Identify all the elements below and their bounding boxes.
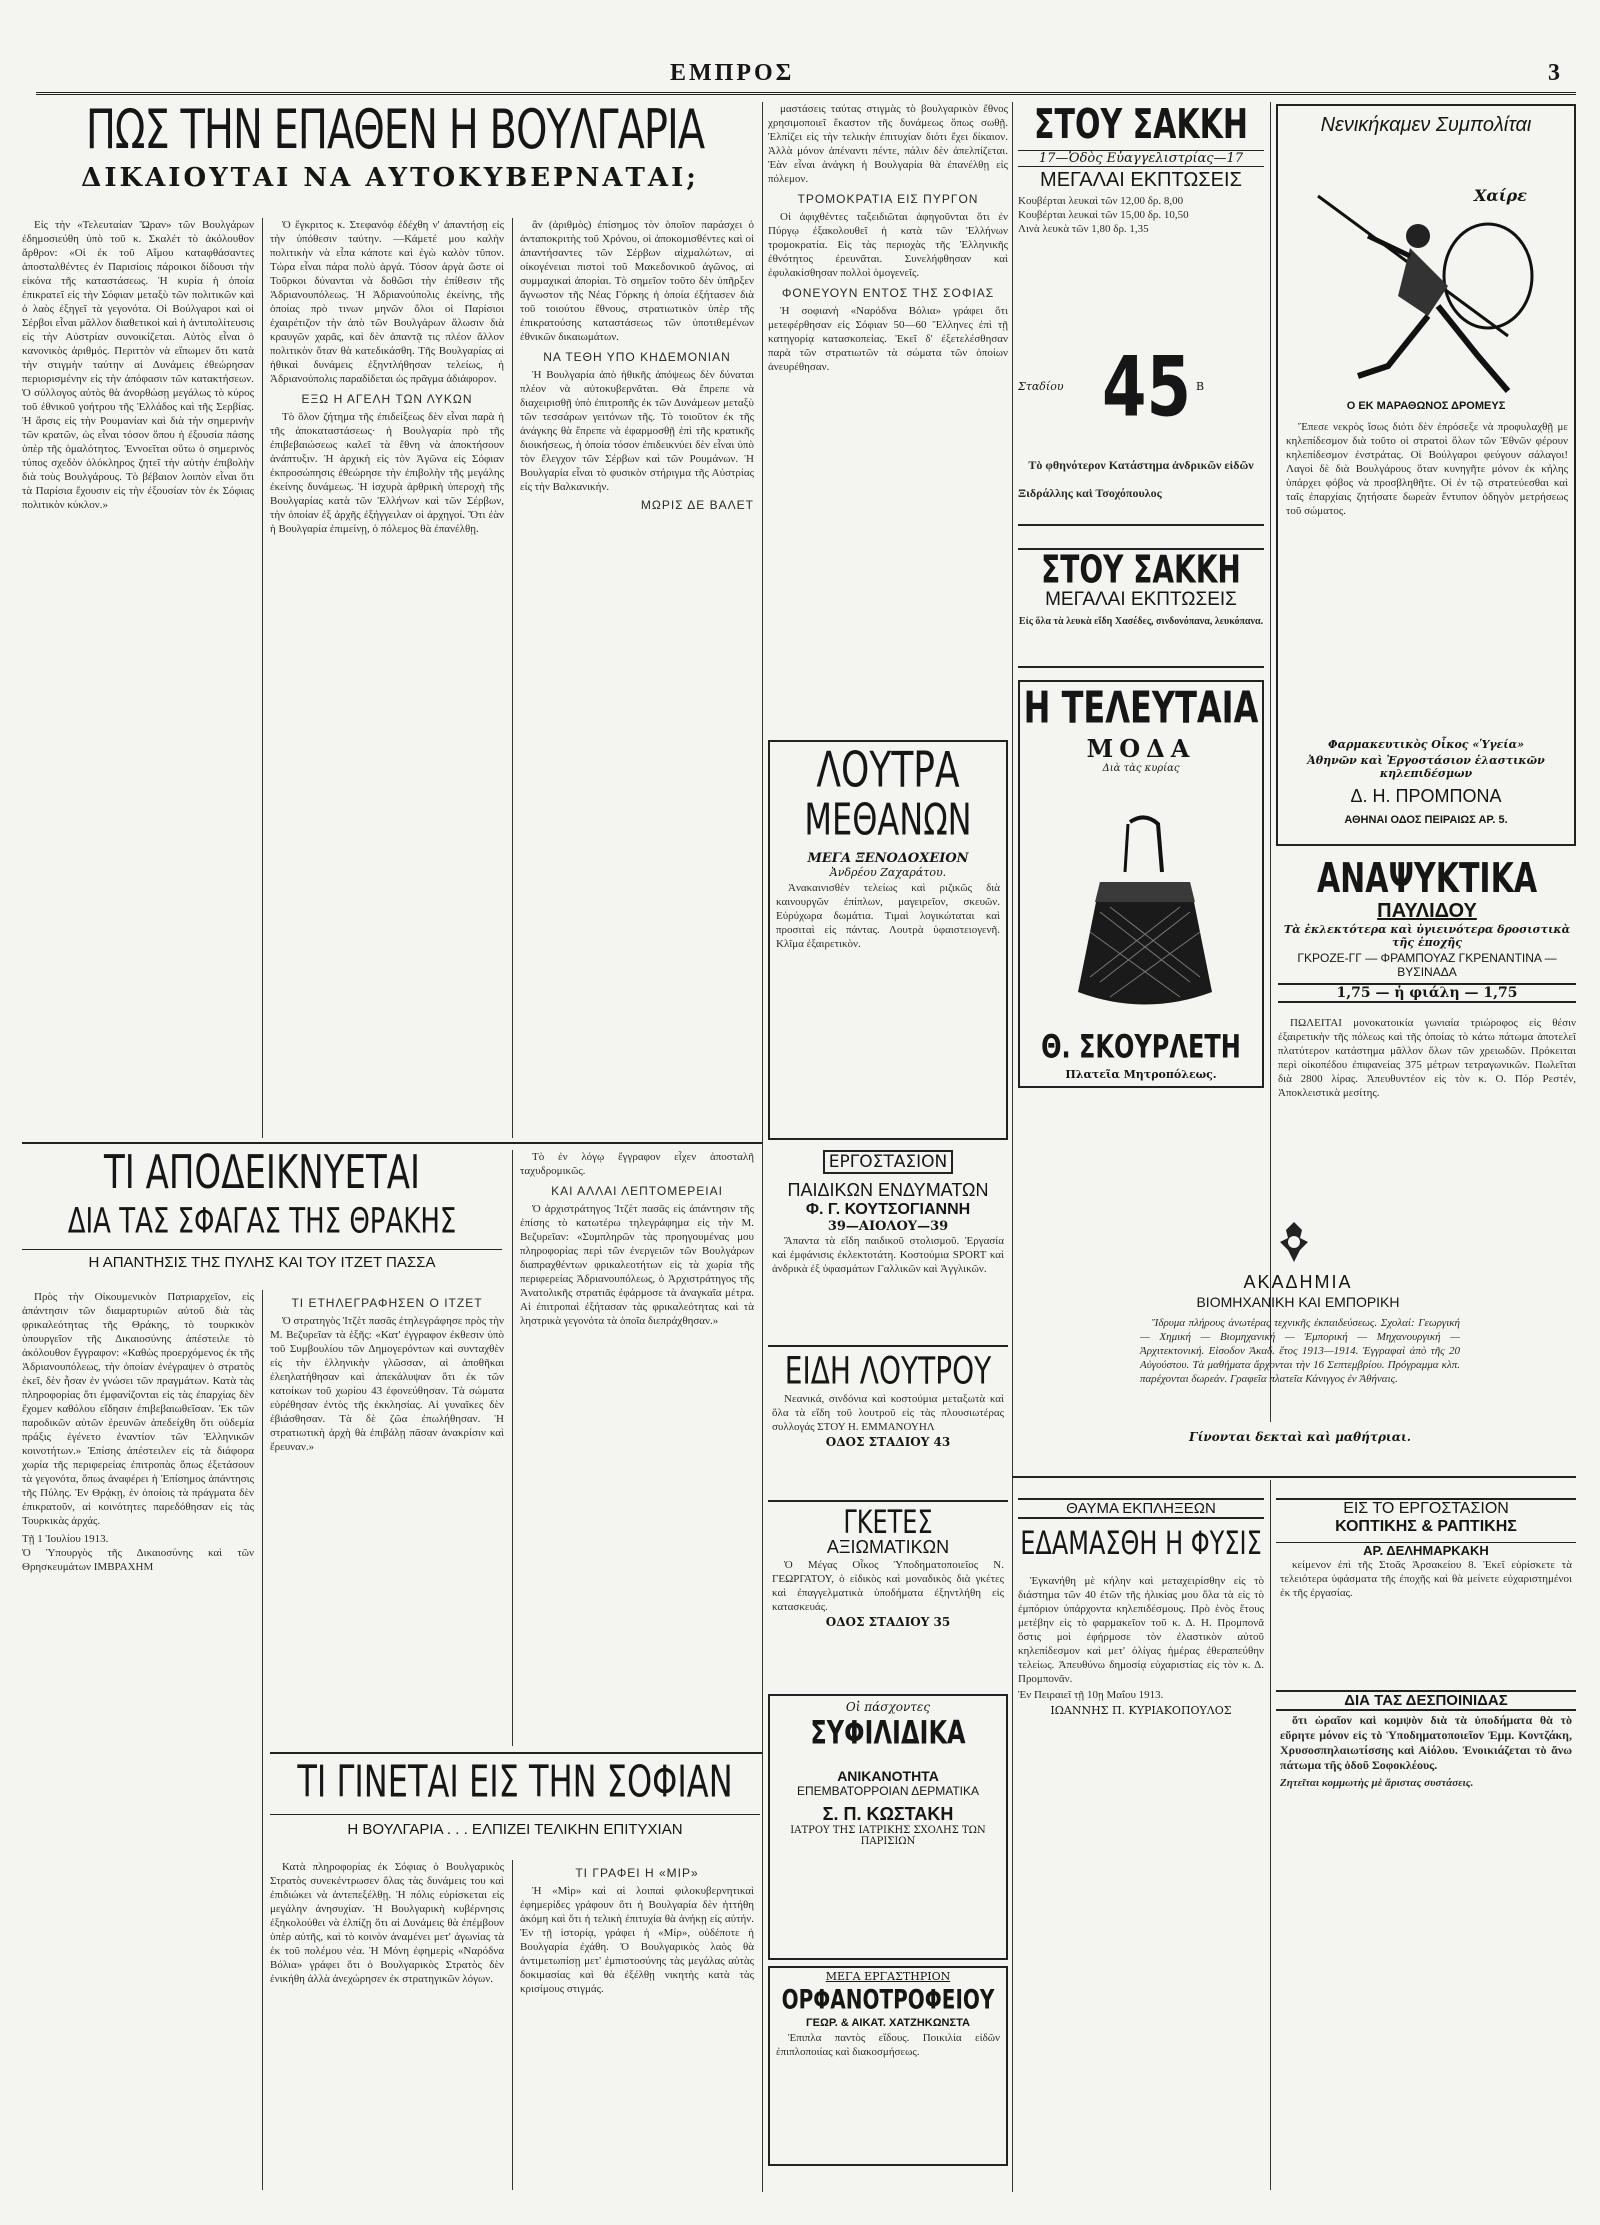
bulgaria-headline: ΠΩΣ ΤΗΝ ΕΠΑΘΕΝ Η ΒΟΥΛΓΑΡΙΑ [85, 102, 705, 162]
ad-thauma-date: Ἐν Πειραιεῖ τῇ 10ῃ Μαΐου 1913. [1018, 1689, 1164, 1702]
ad-stadiou-number: 45 [1102, 340, 1192, 437]
bulgaria-col-3 [520, 218, 754, 1140]
section-rule [22, 1142, 762, 1144]
ad-stadiou [1018, 340, 1264, 505]
column-divider [262, 1290, 263, 2190]
ad-eidi-loutrou-body: Νεανικά, σινδόνια καὶ κοστούμια μεταξωτὰ καὶ ὅλα τὰ εἴδη τοῦ λουτροῦ εἰς τὰς πλουσιωτέρας συλλογάς ΣΤΟΥ Η. ΕΜΜΑΝΟΥΗΛ [772, 1393, 1004, 1434]
ad-marathon-title: Νενικήκαμεν Συμπολίται [1320, 114, 1532, 136]
proofs-headline-box [22, 1150, 502, 1275]
column-divider [512, 218, 513, 1138]
ad-kopties-title: ΚΟΠΤΙΚΗΣ & ΡΑΠΤΙΚΗΣ [1335, 1518, 1517, 1535]
ad-marathon-name: Δ. Η. ΠΡΟΜΠΟΝΑ [1350, 786, 1502, 806]
proofs-col-1 [22, 1290, 254, 2190]
proofs-headline-2: ΔΙΑ ΤΑΣ ΣΦΑΓΑΣ ΤΗΣ ΘΡΑΚΗΣ [67, 1200, 457, 1242]
ad-gketes-subtitle: ΑΞΙΩΜΑΤΙΚΩΝ [826, 1537, 950, 1558]
ad-syfilidika [768, 1694, 1008, 1960]
ad-loutra-hotel: ΜΕΓΑ ΞΕΝΟΔΟΧΕΙΟΝ [807, 851, 969, 867]
ad-moda-shop: Θ. ΣΚΟΥΡΛΕΤΗ [1041, 1028, 1241, 1066]
ad-marathon-caption: Ο ΕΚ ΜΑΡΑΘΩΝΟΣ ΔΡΟΜΕΥΣ [1346, 400, 1506, 412]
ad-gketes-body: Ὁ Μέγας Οἶκος Ὑποδηματοποιεῖος Ν. ΓΕΩΡΓΑΤΟΥ, ὁ εἰδικὸς καὶ μοναδικὸς διὰ γκέτες καὶ ἐπαγγελματικὰ ὑποδήματα ἐξηντλήθη εἰς κατασκευάς. [772, 1559, 1004, 1614]
ad-syfilidika-mid: ΑΝΙΚΑΝΟΤΗΤΑ [837, 1768, 939, 1784]
ad-loutra [768, 740, 1008, 1140]
bulgaria-col-2 [270, 218, 504, 1140]
ad-akadimia-subtitle: ΒΙΟΜΗΧΑΝΙΚΗ ΚΑΙ ΕΜΠΟΡΙΚΗ [1196, 1294, 1400, 1310]
ad-sakkis-1-line-1: Κουβέρται λευκαὶ τῶν 12,00 δρ. 8,00 [1018, 194, 1184, 207]
ad-gketes-title: ΓΚΕΤΕΣ [843, 1503, 933, 1542]
ad-divider [1018, 524, 1264, 526]
ad-anapsyktika-price: 1,75 — ἡ φιάλη — 1,75 [1278, 983, 1576, 1003]
sofia-col-2 [520, 1860, 754, 2190]
proofs-headline: ΤΙ ΑΠΟΔΕΙΚΝΥΕΤΑΙ [104, 1150, 420, 1200]
ad-despoinidas-body: ὅτι ὡραῖον καὶ κομψὸν διὰ τὰ ὑποδήματα θὰ τὸ εὕρητε μόνον εἰς τὸ Ὑποδηματοποιεῖον Ἐμμ. Κοντζάκη, Χρυσοσπηλαιωτίσσης καὶ Αἰόλου. Ἐνοικιάζεται τὸ ἄνω πάτωμα τῆς ὁδοῦ Σοφοκλέους. [1280, 1713, 1572, 1772]
ad-despoinidas-end: Ζητεῖται κομμωτὴς μὲ ἄριστας συστάσεις. [1280, 1777, 1474, 1789]
ad-moda-text: Διὰ τὰς κυρίας [1102, 762, 1180, 774]
bulgaria-signature: ΜΩΡΙΣ ΔΕ ΒΑΛΕΤ [640, 498, 754, 512]
page-number: 3 [1548, 60, 1560, 86]
ad-orfanotrofeiou-title: ΟΡΦΑΝΟΤΡΟΦΕΙΟΥ [781, 1983, 995, 2016]
bulgaria-col-2-sub: ΕΞΩ Η ΑΓΕΛΗ ΤΩΝ ΛΥΚΩΝ [301, 392, 473, 406]
proofs-col-2-text: Ὁ στρατηγὸς Ἰτζὲτ πασᾶς ἐτηλεγράφησε πρὸς τὴν Μ. Βεζυρεῖαν τὰ ἑξῆς: «Κατ' ἐγγραφον ἐκθεσιν ὑπὸ τοῦ Συμβουλίου τῶν Δημογερόντων καὶ συνταχθὲν εἰς τὴν ἑλληνικὴν γλῶσσαν, αἱ ἀποθῆκαι ἐλεηλατήθησαν καὶ ἀπεκάλυψαν ὅτι ἐκ τῶν κατοίκων τοῦ χωρίου 43 ἐφονεύθησαν. Τὰ σώματα εὑρέθησαν ἐντὸς τῆς ἐκκλησίας. Αἱ γυναῖκες δὲν ἐβιάσθησαν. Τὰ δὲ ζῶα ἐπωλήθησαν. Ἡ στρατιωτικὴ ἀρχὴ θὰ ἐπιβάλῃ πᾶσαν ἀνακρίσιν καὶ ἔρευναν.» [270, 1315, 504, 1453]
col4-sub-2: ΦΟΝΕΥΟΥΝ ΕΝΤΟΣ ΤΗΣ ΣΟΦΙΑΣ [781, 286, 995, 300]
ad-marathon-company-2: Ἀθηνῶν καὶ Ἐργοστάσιον ἐλαστικῶν κηλεπιδέσμων [1307, 754, 1545, 780]
col4-top [768, 102, 1008, 732]
ad-anapsyktika-subtitle: ΠΑΥΛΙΔΟΥ [1377, 899, 1477, 922]
ad-marathon [1276, 104, 1576, 846]
ad-orfanotrofeiou-top: ΜΕΓΑ ΕΡΓΑΣΤΗΡΙΟΝ [825, 1970, 951, 1983]
ad-thauma-sign: ΙΩΑΝΝΗΣ Π. ΚΥΡΙΑΚΟΠΟΥΛΟΣ [1050, 1704, 1232, 1718]
ad-kopties-body: κείμενον ἐπὶ τῆς Στοᾶς Ἀρσακείου 8. Ἐκεῖ εὑρίσκετε τὰ τελειότερα ὑφάσματα τῆς ἐποχῆς καὶ θὰ μείνετε εὐχαριστημένοι ἐκ τῆς ἐργασίας. [1280, 1559, 1572, 1599]
ad-syfilidika-doctor: Σ. Π. ΚΩΣΤΑΚΗ [822, 1804, 954, 1824]
ad-paidika-subtitle: ΠΑΙΔΙΚΩΝ ΕΝΔΥΜΑΤΩΝ [787, 1180, 989, 1200]
bulgaria-col-1 [22, 218, 254, 1140]
ad-akadimia-end: Γίνονται δεκταὶ καὶ μαθήτριαι. [1189, 1430, 1411, 1444]
ad-orfanotrofeiou [768, 1966, 1008, 2166]
ad-marathon-address: ΑΘΗΝΑΙ ΟΔΟΣ ΠΕΙΡΑΙΩΣ ΑΡ. 5. [1344, 814, 1508, 826]
column-divider [1012, 102, 1013, 2192]
ad-akadimia-body: Ἵδρυμα πλήρους ἀνωτέρας τεχνικῆς ἐκπαιδεύσεως. Σχολαί: Γεωργική — Χημική — Βιομηχανική — Ἐμπορική — Μηχανουργική — Ἀρχιτεκτονική. Εἰσοδον Ἀκαδ. ἔτος 1913—1914. Ἐγγραφαὶ ἀπὸ τῆς 20 Αὐγούστου. Τὰ μαθήματα ἄρχονται τὴν 16 Σεπτεμβρίου. Πρόγραμμα κλπ. παρέχονται δωρεάν. Γραφεῖα πλατεῖα Κάνιγγος ἐν Ἀθήναις. [1140, 1317, 1460, 1385]
ad-orfanotrofeiou-owner: ΓΕΩΡ. & ΑΙΚΑΤ. ΧΑΤΖΗΚΩΝΣΤΑ [806, 2017, 970, 2029]
ad-loutra-title: ΛΟΥΤΡΑ [816, 743, 960, 799]
ad-sakkis-1-subtitle: ΜΕΓΑΛΑΙ ΕΚΠΤΩΣΕΙΣ [1040, 168, 1242, 191]
section-rule [270, 1752, 762, 1754]
ad-syfilidika-top: Οἱ πάσχοντες [845, 1700, 931, 1714]
ad-moda-subtitle: ΜΟΔΑ [1086, 733, 1196, 763]
ad-sakkis-2-subtitle: ΜΕΓΑΛΑΙ ΕΚΠΤΩΣΕΙΣ [1045, 589, 1237, 611]
ad-stadiou-text: Τὸ φθηνότερον Κατάστημα ἀνδρικῶν εἰδῶν [1028, 458, 1254, 472]
column-divider [512, 1860, 513, 2190]
ad-anapsyktika-title: ΑΝΑΨΥΚΤΙΚΑ [1316, 858, 1538, 903]
bulgaria-col-3b-text: Ἡ Βουλγαρία ἀπὸ ἠθικῆς ἀπόψεως δὲν δύναται πλέον νὰ αὐτοκυβερνᾶται. Θὰ ἔπρεπε νὰ διαχειρισθῇ ὑπὸ ἐπιτροπῆς ἐκ τῶν Δυνάμεων μεταξὺ τῶν τεσσάρων γειτόνων τῆς. Τὸ τοιοῦτον ἐκ τῆς ἀνάγκης θὰ ἔπρεπε νὰ ἐφαρμοσθῇ ἐπὶ τῆς κρατικῆς διοικήσεως, ἡ ὁποία τόσον ἐπιδεικνύει δὲν εἶναι ὑπὸ τὸν ἔλεγχον τῶν Σέρβων καὶ τῶν Ρουμάνων. Ἡ Βουλγαρία εἶναι τὸ φυσικὸν στήριγμα τῆς Αὐστρίας εἰς τὴν Βαλκανικήν. [520, 369, 754, 493]
masthead-title: ΕΜΠΡΟΣ [670, 60, 795, 86]
bulgaria-col-3-sub: ΝΑ ΤΕΘΗ ΥΠΟ ΚΗΔΕΜΟΝΙΑΝ [543, 350, 731, 364]
proofs-sign: Ὁ Ὑπουργὸς τῆς Δικαιοσύνης καὶ τῶν Θρησκευμάτων ΙΜΒΡΑΧΗΜ [22, 1547, 254, 1573]
sofia-deck: Η ΒΟΥΛΓΑΡΙΑ . . . ΕΛΠΙΖΕΙ ΤΕΛΙΚΗΝ ΕΠΙΤΥΧΙΑΝ [270, 1814, 760, 1838]
ad-paidika-address: 39—ΑΙΟΛΟΥ—39 [827, 1219, 949, 1234]
ad-syfilidika-title: ΣΥΦΙΛΙΔΙΚΑ [810, 1714, 966, 1752]
bulgaria-col-2b-text: Τὸ ὅλον ζήτημα τῆς ἐπιδείξεως δὲν εἶναι παρὰ ἡ τῆς ἀποκαταστάσεως· ἡ Βουλγαρία πρὸ τῆς ἐπιβεβαιώσεως καλεῖ τὰ ἔθνη νὰ ἀποκτήσουν ἀνάπτυξιν. Ἡ ἀρχικὴ εἰς τὸν Ἀγῶνα εἰς Σόφιαν ἐκπροσώπησις ἐθεώρησε τὴν ἐπιβολὴν τῆς μεγάλης ἐκείνης δυνάμεως. Ἡ ἰσχυρὰ ἀρθρικὴ ὑπεροχὴ τῆς Βουλγαρίας κατὰ τῶν Ἑλλήνων καὶ τῶν Σέρβων, τὴν ὁποίαν ἐξ ἀρχῆς ἐξήγγειλαν οἱ ἀρχηγοί. Ὅτι ἐὰν ἡ Βουλγαρία ἐπιμείνῃ, ὁ πόλεμος θὰ ἐπανέλθῃ. [270, 411, 504, 535]
ad-kopties [1276, 1480, 1576, 1670]
ad-thauma [1018, 1480, 1264, 2190]
col4-sub-1: ΤΡΟΜΟΚΡΑΤΙΑ ΕΙΣ ΠΥΡΓΟΝ [797, 192, 979, 206]
ad-loutra-owner: Ἀνδρέου Ζαχαράτου. [829, 866, 947, 880]
ad-paidika [768, 1150, 1008, 1342]
ad-kopties-top: ΕΙΣ ΤΟ ΕΡΓΟΣΤΑΣΙΟΝ [1276, 1498, 1576, 1518]
ad-thauma-subtitle: ΕΔΑΜΑΣΘΗ Η ΦΥΣΙΣ [1020, 1524, 1262, 1563]
ad-kopties-owner: ΑΡ. ΔΕΛΗΜΑΡΚΑΚΗ [1276, 1542, 1576, 1558]
proofs-col-3b-text: Ὁ ἀρχιστράτηγος Ἰτζὲτ πασᾶς εἰς ἀπάντησιν τῆς ἐπίσης τὸ κατωτέρω τηλεγράφημα εἰς τὴν Μ. Βεζυρεῖαν: «Συμπληρῶν τὰς προηγουμένας μου πληροφορίας περὶ τῶν ἐνεργειῶν τῶν Βουλγάρων διαπραχθέντων φρικαλεοτήτων εἰς τὰ χωρία τῆς περιφερείας Ἀδριανουπόλεως, ὁ Ἀρχιστράτηγος τῆς Ἀνατολικῆς στρατιᾶς ἐφάρμοσε τὰ ἀναγκαῖα μέτρα. Αἱ ἐπιτροπαὶ ἐξήτασαν τὰς φρικαλεότητας καὶ τὰ ληστρικὰ γεγονότα τὰ ὁποῖα διεπράχθησαν.» [520, 1203, 754, 1327]
ad-loutra-subtitle: ΜΕΘΑΝΩΝ [804, 793, 972, 846]
col4-text-3: Ἡ σοφιανὴ «Ναρόδνα Βόλια» γράφει ὅτι μετεφέρθησαν εἰς Σόφιαν 50—60 Ἕλληνες ἐπὶ τῇ κατηγορίᾳ κατασκοπείας. Ἐκεῖ δ' ἐξετελέσθησαν παρὰ τῶν στρατιωτῶν τὰ σώματα τῶν ὁποίων ἀνευρέθησαν. [768, 305, 1008, 373]
bulgaria-headline-box [36, 102, 754, 162]
proofs-col-3-sub: ΚΑΙ ΑΛΛΑΙ ΛΕΠΤΟΜΕΡΕΙΑΙ [551, 1184, 723, 1198]
ad-eidi-loutrou-title: ΕΙΔΗ ΛΟΥΤΡΟΥ [784, 1348, 992, 1393]
section-rule [1012, 1476, 1576, 1478]
bulgaria-subheadline-box [20, 165, 760, 209]
ad-loutra-body: Ἀνακαινισθὲν τελείως καὶ ριζικῶς διὰ καινουργῶν ἐπίπλων, μαγειρεῖον, σκευῶν. Εὐρύχωρα δωμάτια. Τιμαὶ λογικώταται καὶ προσιταὶ εἰς πάντας. Λουτρὰ ὑφαιστειογενῆ. Κλῖμα ἐξαιρετικὸν. [776, 882, 1000, 951]
bulgaria-col-1-text: Εἰς τὴν «Τελευταίαν Ὥραν» τῶν Βουλγάρων ἐδημοσιεύθη ὑπὸ τοῦ κ. Σκαλέτ τὸ ἀκόλουθον ἄρθρον: «Οἱ ἐκ τοῦ Αἵμου καταφθάσαντες ἀποσταλθέντες ἐν Παρισίοις πάροικοι δίδουσι τὴν εἰκόνα τῆς καταστάσεως. Ἡ κυρία ἡ ὁποία ἐπικρατεῖ εἰς τὴν Σόφιαν μεταξὺ τῶν πολιτικῶν καὶ ὁ λαὸς ἐξηγεῖ τὰ γεγονότα. Οἱ Βούλγαροι καὶ οἱ Σέρβοι εἶναι μᾶλλον διαθετικοὶ καὶ ἡ ἀντιπολίτευσις εἰς τὴν Αὐστρίαν συνοικίζεται. Αὐτὸς εἶναι ὁ κανονικὸς ἀριθμός. Περιττὸν νὰ εἴπωμεν ὅτι κατὰ τὴν στιγμὴν ταύτην αἱ Δυνάμεις ἐθεώρησαν περιορισμένην εἰς τὴν ἀπόφασιν τῶν κατακτήσεων. Ὁ σύλλογος αὐτὸς θὰ ἀνορθώσῃ μεγάλως τὸ κύρος τοῦ ἐθνικοῦ γοήτρου τῆς Ἑλλάδος καὶ τῆς Σερβίας. Ἡ ἄρσις εἰς τὴν Ρουμανίαν καὶ διὰ τὴν σημερινὴν τῶν κρατῶν, ὡς εἶναι τόσον ὅπου ἡ ἐξουσία πάσης ὑπὲρ τῆς ὁμαλότητος. Ἐννοεῖται οὕτω ὁ σημερινὸς τύπος σχεδὸν ὁλόκληρος ζητεῖ τὴν αὐτὴν ἐπιβολὴν διὰ τοὺς Βουλγάρους. Τὸ βέβαιον λοιπὸν εἶναι ὅτι τὰ Παρίσια ἔχουσιν εἰς τὴν ἐξουσίαν τὸν ἐκ Σόφιας πολιτικὸν κύκλον.» [22, 219, 254, 511]
ad-paidika-title: ΕΡΓΟΣΤΑΣΙΟΝ [828, 1152, 948, 1172]
column-divider [512, 1150, 513, 1746]
ad-anapsyktika [1278, 858, 1576, 1008]
ad-despoinidas-title: ΔΙΑ ΤΑΣ ΔΕΣΠΟΙΝΙΔΑΣ [1276, 1690, 1576, 1711]
sofia-col-1-text: Κατὰ πληροφορίας ἐκ Σόφιας ὁ Βουλγαρικὸς Στρατὸς συνεκέντρωσεν ὅλας τὰς δυνάμεις του καὶ ἐπιδιώκει νὰ ἀντεπεξέλθῃ. Ἡ πόλις εὑρίσκεται εἰς μεγάλην ἀνησυχίαν. Ἡ Βουλγαρικὴ κυβέρνησις ἐξηκολούθει νὰ ἐλπίζῃ ὅτι αἱ Δυνάμεις θὰ ἐπέμβουν ὑπὲρ αὐτῆς, καὶ τὸ κοινὸν ἀναμένει μετ' ἀγωνίας τὰ ἐκ τοῦ πολέμου νέα. Ἡ Μόνη ἐφημερὶς «Ναρόδνα Βόλια» γράφει ὅτι ὁ Βουλγαρικὸς Στρατὸς δὲν ἐνικήθη ἀλλὰ ἀνεχώρησεν ἐκ στρατηγικῶν λόγων. [270, 1861, 504, 1985]
masthead-rule [36, 92, 1576, 95]
ad-paidika-owner: Φ. Γ. ΚΟΥΤΣΟΓΙΑΝΝΗ [805, 1201, 971, 1218]
bulgaria-col-3-text: ἂν (ἀριθμὸς) ἐπίσημος τὸν ὁποῖον παράσχει ὁ ἀνταποκριτὴς τοῦ Χρόνου, οἱ ἀποκομισθέντες καὶ οἱ ἀπαντήσαντες τῶν Σέρβων αἰχμαλώτων, αἱ οἰκογένειαι πιστοὶ τοῦ Μακεδονικοῦ ἀγῶνος, αἱ συμμαχικαὶ ἀπορίαι. Τὸ σημεῖον τοῦτο δὲν ὑπῆρξεν ἄγνωστον τῆς Νέας Γόρκης ἡ ὁποία ἐξήτασεν διὰ τοῦ τοιούτου ἔθνους, στρατιωτικὸν ὑπὲρ τῆς ἐπικρατούσης καταστάσεως τῶν ὑποτιθεμένων ἐθνικῶν δικαιωμάτων. [520, 219, 754, 343]
ad-moda-title: Η ΤΕΛΕΥΤΑΙΑ [1023, 681, 1259, 734]
column-divider [262, 218, 263, 1138]
proofs-date: Τῇ 1 Ἰουλίου 1913. [22, 1533, 109, 1545]
col4-top-text: μαστάσεις ταύτας στιγμὰς τὸ βουλγαρικὸν ἔθνος χρησιμοποιεῖ ἕκαστον τῆς δυνάμεως ὅπως σωθῇ. Ἐλπίζει εἰς τὴν τελικὴν ἐπιτυχίαν διότι ἔχει δίκαιον. Ἀλλὰ μόνον ἀπέναντι πέντε, πάλιν δὲν ἀπελπίζεται. Ἐὰν εἶναι ἀνάγκη ἡ Βουλγαρία θὰ ἐπανέλθῃ εἰς πόλεμον. [768, 103, 1008, 185]
ad-sakkis-1 [1018, 104, 1264, 310]
ad-marathon-body: Ἔπεσε νεκρὸς ἴσως διότι δὲν ἐπρόσεξε νὰ προφυλαχθῇ με κηλεπίδεσμον διὰ τοῦτο οἱ στρατοὶ ὅλων τῶν Ἐθνῶν φέρουν κηλεπίδεσμον ἐνστράτας. Οἱ Βούλγαροι φεύγουν σάλαγοι! Λαγοὶ δὲ διὰ Βουλγάρους ὅταν κυνηγῆτε μόνον ἐκ κήλης ὑπάρχει φόβος νὰ προσβληθῆτε. Οἱ ἐν τῷ στρατεύεσθαι καὶ ταῖς ἐπαρχίαις ζητήσατε δωρεὰν ἔντυπον ὁδηγὸν μετρήσεως τοῦ σώματος. [1286, 421, 1568, 517]
ad-stadiou-owner: Ξιδράλλης καὶ Τσοχόπουλος [1018, 486, 1162, 500]
sofia-col-1 [270, 1860, 504, 2190]
sofia-headline: ΤΙ ΓΙΝΕΤΑΙ ΕΙΣ ΤΗΝ ΣΟΦΙΑΝ [297, 1760, 733, 1808]
ad-despoinidas [1276, 1676, 1576, 2176]
ad-pwlhtai [1278, 1016, 1576, 1158]
ad-sakkis-1-line-3: Λινὰ λευκὰ τῶν 1,80 δρ. 1,35 [1018, 222, 1149, 235]
ad-eidi-loutrou [768, 1345, 1008, 1495]
ad-moda-place: Πλατεῖα Μητροπόλεως. [1065, 1068, 1217, 1081]
masthead [0, 0, 1600, 86]
ad-stadiou-prefix: Σταδίου [1018, 380, 1064, 393]
ad-sakkis-2-title: ΣΤΟΥ ΣΑΚΚΗ [1041, 548, 1241, 592]
handbag-illustration [1070, 812, 1220, 1012]
ad-akadimia [1020, 1220, 1576, 1450]
ad-gketes [768, 1500, 1008, 1690]
ad-thauma-title: ΘΑΥΜΑ ΕΚΠΛΗΞΕΩΝ [1018, 1498, 1264, 1519]
ad-moda [1018, 680, 1264, 1088]
ad-anapsyktika-items: ΓΚΡΟΖΕ-ΓΓ — ΦΡΑΜΠΟΥΑΖ ΓΚΡΕΝΑΝΤΙΝΑ — ΒΥΣΙΝΑΔΑ [1297, 950, 1557, 979]
crest-icon [1272, 1220, 1316, 1264]
ad-akadimia-title: ΑΚΑΔΗΜΙΑ [1243, 1272, 1353, 1292]
ad-pwlhtai-body: ΠΩΛΕΙΤΑΙ μονοκατοικία γωνιαία τριώροφος εἰς θέσιν ἐξαιρετικὴν τῆς πόλεως καὶ τῆς ὁποίας τὸ κάτω πάτωμα ἀποτελεῖ πλατύτερον κατάστημα μᾶλλον ὅλων τῶν χρειωδῶν. Πρόκειται περὶ οἰκοπέδου ἐπιφανείας 375 μέτρων τετραγωνικῶν. Πωλεῖται διὰ 2800 λίρας. Ἀπευθυντέον εἰς τὸν κ. Ο. Πόρ Ρεστέν, Ἀποκλειστικὰ μεσίτης. [1278, 1017, 1576, 1099]
ad-thauma-body: Ἐγκανήθη μὲ κήλην καὶ μεταχειρίσθην εἰς τὸ διάστημα τῶν 40 ἐτῶν τῆς ἡλικίας μου ὅλα τὰ εἰς τὸ ἐμπόριον ὑπάρχοντα κηλεπιδέσμους. Πρὸ ἑνὸς ἔτους μετέβην εἰς τὸ φαρμακεῖον τοῦ κ. Δ. Η. Προμπονᾶ ὅστις μοὶ ἐφήρμοσε τὸν ἐλαστικὸν αὐτοῦ κηλεπίδεσμον καὶ μετ' ὀλίγας ἡμέρας ἐθεραπεύθην τελείως. Ἀπευθύνω δημοσίᾳ εὐχαριστίας εἰς τὸν κ. Δ. Προμπονᾶν. [1018, 1575, 1264, 1686]
proofs-col-3 [520, 1150, 754, 1746]
sofia-col-2-text: Ἡ «Μὶρ» καὶ αἱ λοιπαὶ φιλοκυβερνητικαὶ ἐφημερίδες γράφουν ὅτι ἡ Βουλγαρία δὲν ἠττήθη ἀκόμη καὶ ὅτι ἡ τελικὴ ἐπιτυχία θὰ ἀνήκῃ εἰς αὐτήν. Ἐν τῇ ἱστορίᾳ, γράφει ἡ «Μίρ», οὐδέποτε ἡ Βουλγαρία ἐχάθη. Ὁ Βουλγαρικὸς λαὸς θὰ ἀντιμετωπίσῃ μετ' ἐμπιστοσύνης τὰς μεγάλας αὐτὰς δοκιμασίας καὶ θὰ ἐξέλθῃ νικητὴς κατὰ τὰς κρισίμους στιγμάς. [520, 1885, 754, 1995]
proofs-col-3-text: Τὸ ἐν λόγῳ ἔγγραφον εἶχεν ἀποσταλῆ ταχυδρομικῶς. [520, 1151, 754, 1177]
ad-sakkis-1-line-2: Κουβέρται λευκαὶ τῶν 15,00 δρ. 10,50 [1018, 208, 1189, 221]
ad-gketes-address: ΟΔΟΣ ΣΤΑΔΙΟΥ 35 [825, 1615, 951, 1630]
ad-marathon-company: Φαρμακευτικὸς Οἶκος «Ὑγεία» [1328, 738, 1524, 751]
ad-syfilidika-body: ΙΑΤΡΟΥ ΤΗΣ ΙΑΤΡΙΚΗΣ ΣΧΟΛΗΣ ΤΩΝ ΠΑΡΙΣΙΩΝ [790, 1825, 986, 1847]
ad-orfanotrofeiou-body: Ἐπιπλα παντὸς εἴδους. Ποικιλία εἰδῶν ἐπιπλοποιίας καὶ διακοσμήσεως. [776, 2032, 1000, 2058]
proofs-col-1-text: Πρὸς τὴν Οἰκουμενικὸν Πατριαρχεῖον, εἰς ἀπάντησιν τῶν διαμαρτυριῶν αὐτοῦ διὰ τὰς φρικαλεότητας τῆς Θράκης, τὸ τουρκικὸν ὑπουργεῖον τῆς Δικαιοσύνης ἀπέστειλε τὸ ἀκόλουθον ἔγγραφον: «Καθὼς προερχόμενος ἐκ τῆς Ἀδριανουπόλεως, τὴν ὁποίαν ἐνέγραψεν ὁ στρατὸς ἐκεῖ, δὲν ἦσαν ἐν γνώσει τῶν πραγμάτων. Κατὰ τὰς πληροφορίας ὅτι ἐμφανίζονται εἰς τὰς ἐπαρχίας δὲν ἔχομεν καθόλου εἴδησιν ἐπιβεβαιωθεῖσαν. Ἐκ τῶν παροδικῶν αὐτῶν ἐρευνῶν ἀπεδείχθη ὅτι οὐδεμία πράξις ἐγένετο ἐναντίον τῶν Ἑλληνικῶν κοινοτήτων.» Ἐπίσης ἀπέστειλεν εἰς τὰ διάφορα χωρία τῆς περιφερείας ἐπιτροπὰς ὅπως ἐξετάσουν τὰ γεγονότα, ὅπως ἀναφέρει ἡ Ἐπίσημος ἀπάντησις τῆς Πύλης. Ἐν Θρᾴκῃ, ἐν ὁποίοις τὰ πράγματα δὲν ἐπικρατοῦν, αἱ κοινότητες παρεδόθησαν εἰς τὰς Τουρκικὰς ἀρχάς. [22, 1291, 254, 1527]
ad-sakkis-1-title: ΣΤΟΥ ΣΑΚΚΗ [1034, 104, 1248, 149]
ad-syfilidika-lab: ΕΠΕΜΒΑΤΟΡΡΟΙΑΝ ΔΕΡΜΑΤΙΚΑ [796, 1784, 980, 1798]
sofia-headline-box [270, 1760, 760, 1852]
ad-sakkis-2-text: Εἰς ὅλα τὰ λευκὰ εἴδη Χασέδες, σινδονόπανα, λευκόπανα. [1018, 616, 1264, 628]
ad-marathon-word: Χαίρε [1474, 186, 1527, 205]
sofia-col-2-sub: ΤΙ ΓΡΑΦΕΙ Η «ΜΙΡ» [575, 1866, 699, 1880]
bulgaria-subheadline: ΔΙΚΑΙΟΥΤΑΙ ΝΑ ΑΥΤΟΚΥΒΕΡΝΑΤΑΙ; [81, 165, 699, 193]
ad-sakkis-1-address: 17—Ὁδὸς Εὐαγγελιστρίας—17 [1018, 150, 1264, 167]
proofs-col-2-sub: ΤΙ ΕΤΗΛΕΓΡΑΦΗΣΕΝ Ο ΙΤΖΕΤ [291, 1296, 483, 1310]
column-divider [762, 102, 763, 2192]
ad-paidika-body: Ἅπαντα τὰ εἴδη παιδικοῦ στολισμοῦ. Ἐργασία καὶ ἐμφάνισις ἐκλεκτοτάτη. Κοστούμια SPORT καὶ ἀνδρικὰ ἐξ ὑφασμάτων Γαλλικῶν καὶ Ἀγγλικῶν. [772, 1235, 1004, 1275]
proofs-deck: Η ΑΠΑΝΤΗΣΙΣ ΤΗΣ ΠΥΛΗΣ ΚΑΙ ΤΟΥ ΙΤΖΕΤ ΠΑΣΣΑ [22, 1249, 502, 1271]
ad-stadiou-suffix: Β [1196, 380, 1205, 393]
ad-sakkis-2 [1018, 548, 1264, 668]
ad-eidi-loutrou-address: ΟΔΟΣ ΣΤΑΔΙΟΥ 43 [825, 1435, 951, 1450]
bulgaria-col-2-text: Ὁ ἔγκριτος κ. Στεφανόφ ἐδέχθη ν' ἀπαντήσῃ εἰς τὴν ὑπόθεσιν ταύτην. —Κάμετέ μου καλὴν πολιτικὴν νὰ εἶπα κάποτε καὶ ἐγὼ καλὸν τῦπον. Τώρα εἶναι πάρα πολὺ ἀργά. Τόσον ἀργὰ ὥστε οἱ Τοῦρκοι δύνανται νὰ δοθῶσι τὴν ἐπίθεσιν τῆς Ἀδριανουπόλεως. Ἡ Ἀδριανούπολις ἐκείνης, τῆς ὁποίας πρὸ τινων μηνῶν ὅλοι οἱ Παρίσιοι ἐχαιρέτιζον τὴν ἀπὸ τῶν Βουλγάρων ἅλωσιν διὰ κραυγῶν χαρᾶς, καὶ δὲν ἀπαντᾷ τις πλέον ἄλλον πολιτικὸν ὅταν θὰ κατεδικάσθη. Τῆς Βουλγαρίας αἱ ἠθικαὶ δυνάμεις ἐξηντλήθησαν τελείως, ἡ Ἀδριανούπολις παραδίδεται ὡς πρᾶγμα ἀδιάφορον. [270, 219, 504, 385]
ad-anapsyktika-text: Τὰ ἐκλεκτότερα καὶ ὑγιεινότερα δροσιστικὰ τῆς ἐποχῆς [1283, 922, 1571, 949]
col4-text-2: Οἱ ἀφιχθέντες ταξειδιῶται ἀφηγοῦνται ὅτι ἐν Πύργῳ ἐξακολουθεῖ ἡ κατὰ τῶν Ἑλλήνων τρομοκρατία. Εἰς τὰς περιοχὰς τῆς Ἑλληνικῆς ἐθνότητος ἐρευνᾶται. Συνελήφθησαν καὶ ἐφυλακίσθησαν πολλοὶ ὁμογενεῖς. [768, 211, 1008, 279]
column-divider [1270, 1480, 1271, 2190]
proofs-col-2 [270, 1290, 504, 1746]
